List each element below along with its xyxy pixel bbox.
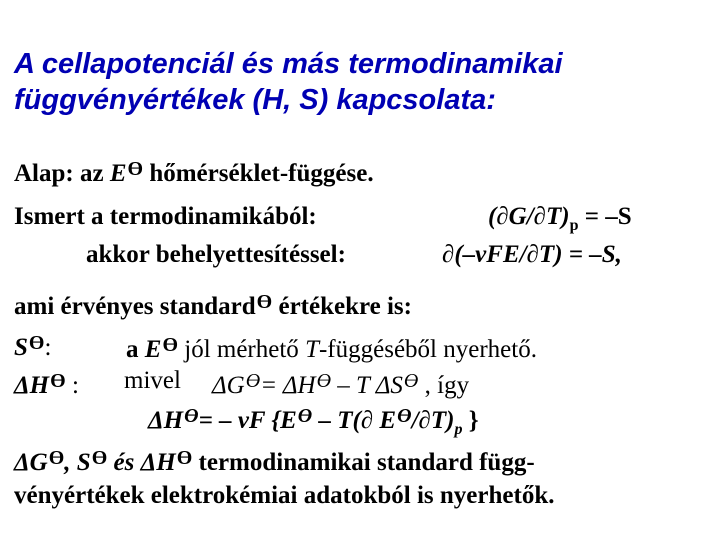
alap-line: Alap: az $E^ϴ$ hőmérséklet-függése. xyxy=(14,158,374,187)
gibbs-equation: $\Delta G^ϴ= \Delta H^ϴ - T$ $\Delta S^ϴ$ , így xyxy=(212,370,470,399)
title-line-1: A cellapotenciál és más termodinamikai xyxy=(14,48,563,80)
ismert-text: Ismert a termodinamikából: xyxy=(14,203,317,230)
final-equation: $\Delta H^ϴ= - \nu F$ {$E^ϴ - T(\partial$ $E^ϴ/\partial T)_p$ } xyxy=(148,405,479,438)
akkor-text: akkor behelyettesítéssel: xyxy=(86,241,346,268)
title-line-2: függvényértékek (H, S) kapcsolata: xyxy=(14,84,496,116)
s-line: $S^ϴ$: xyxy=(14,332,52,361)
standard-symbol: ϴ xyxy=(127,158,144,180)
mivel-line: mivel xyxy=(124,367,181,394)
conclusion-line-1: $\Delta G^ϴ$, $S^ϴ$ és $\Delta H^ϴ$ termodinamikai standard függ- xyxy=(14,447,535,476)
ismert-formula: $(\partial G/\partial T)_p = -S$ xyxy=(488,203,632,234)
dh-line: $\Delta H^ϴ$ : xyxy=(14,370,79,399)
akkor-formula: ∂(–νFE/∂T) = –S, xyxy=(442,241,622,268)
s-explanation: a $E^ϴ$ jól mérhető T-függéséből nyerhető. xyxy=(126,334,537,363)
conclusion-line-2: vényértékek elektrokémiai adatokból is nyerhetők. xyxy=(14,482,555,509)
slide-title xyxy=(14,46,714,118)
ami-line: ami érvényes standard$^ϴ$ értékekre is: xyxy=(14,291,412,320)
